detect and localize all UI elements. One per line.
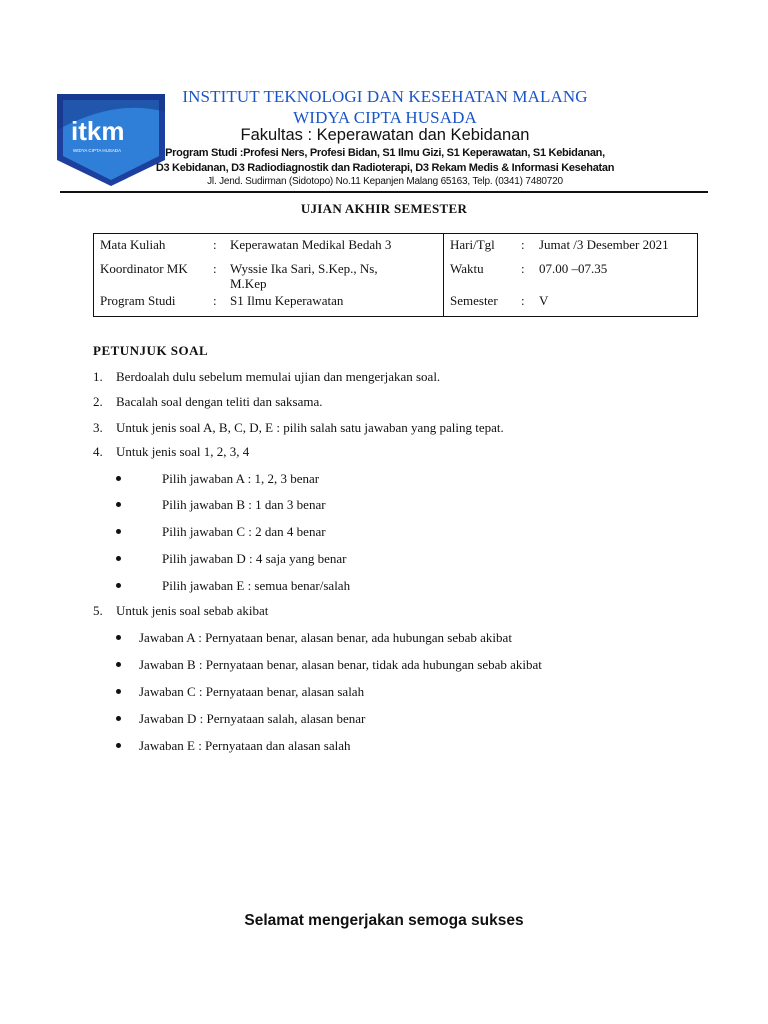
semester-sep: :	[521, 293, 525, 308]
instruction-text: Untuk jenis soal 1, 2, 3, 4	[116, 444, 250, 459]
date-value: Jumat /3 Desember 2021	[539, 237, 669, 252]
bullet-icon	[116, 689, 121, 694]
coordinator-value: Wyssie Ika Sari, S.Kep., Ns, M.Kep	[230, 261, 378, 291]
instruction-number: 5.	[93, 603, 103, 618]
option-text: Pilih jawaban C : 2 dan 4 benar	[162, 524, 326, 539]
info-box-divider	[443, 234, 444, 316]
option-text: Jawaban B : Pernyataan benar, alasan benar, tidak ada hubungan sebab akibat	[139, 657, 542, 672]
programs-line2: D3 Kebidanan, D3 Radiodiagnostik dan Radioterapi, D3 Rekam Medis & Informasi Kesehatan	[155, 162, 615, 174]
course-sep: :	[213, 237, 217, 252]
bullet-icon	[116, 502, 121, 507]
program-value: S1 Ilmu Keperawatan	[230, 293, 344, 308]
bullet-icon	[116, 476, 121, 481]
bullet-icon	[116, 583, 121, 588]
option-text: Pilih jawaban E : semua benar/salah	[162, 578, 351, 593]
date-sep: :	[521, 237, 525, 252]
instruction-text: Untuk jenis soal A, B, C, D, E : pilih salah satu jawaban yang paling tepat.	[116, 420, 504, 435]
institute-name-line2: WIDYA CIPTA HUSADA	[293, 108, 477, 127]
bullet-icon	[116, 635, 121, 640]
coordinator-label: Koordinator MK	[100, 261, 188, 276]
bullet-icon	[116, 743, 121, 748]
instruction-text: Berdoalah dulu sebelum memulai ujian dan mengerjakan soal.	[116, 369, 441, 384]
semester-label: Semester	[450, 293, 498, 308]
header-divider	[60, 191, 708, 193]
date-label: Hari/Tgl	[450, 237, 495, 252]
course-value: Keperawatan Medikal Bedah 3	[230, 237, 392, 252]
time-label: Waktu	[450, 261, 484, 276]
closing-message: Selamat mengerjakan semoga sukses	[244, 912, 524, 929]
institute-name-line1: INSTITUT TEKNOLOGI DAN KESEHATAN MALANG	[182, 87, 588, 106]
exam-info-box	[93, 233, 698, 317]
course-label: Mata Kuliah	[100, 237, 166, 252]
option-text: Jawaban A : Pernyataan benar, alasan benar, ada hubungan sebab akibat	[139, 630, 512, 645]
institute-address: Jl. Jend. Sudirman (Sidotopo) No.11 Kepanjen Malang 65163, Telp. (0341) 7480720	[207, 176, 563, 187]
bullet-icon	[116, 716, 121, 721]
time-value: 07.00 –07.35	[539, 261, 608, 276]
instruction-text: Untuk jenis soal sebab akibat	[116, 603, 269, 618]
exam-title: UJIAN AKHIR SEMESTER	[300, 201, 468, 216]
semester-value: V	[539, 293, 549, 308]
logo-wordmark: itkm	[71, 116, 125, 146]
instruction-number: 3.	[93, 420, 103, 435]
bullet-icon	[116, 556, 121, 561]
instructions-title: PETUNJUK SOAL	[93, 343, 209, 358]
time-sep: :	[521, 261, 525, 276]
option-text: Pilih jawaban B : 1 dan 3 benar	[162, 497, 326, 512]
bullet-icon	[116, 529, 121, 534]
instruction-text: Bacalah soal dengan teliti dan saksama.	[116, 394, 323, 409]
instruction-number: 1.	[93, 369, 103, 384]
instruction-number: 2.	[93, 394, 103, 409]
option-text: Jawaban E : Pernyataan dan alasan salah	[139, 738, 351, 753]
program-label: Program Studi	[100, 293, 176, 308]
option-text: Jawaban D : Pernyataan salah, alasan benar	[139, 711, 366, 726]
instruction-number: 4.	[93, 444, 103, 459]
option-text: Pilih jawaban D : 4 saja yang benar	[162, 551, 347, 566]
coordinator-sep: :	[213, 261, 217, 276]
logo-subtext: WIDYA CIPTA HUSADA	[73, 148, 122, 153]
faculty-name: Fakultas : Keperawatan dan Kebidanan	[240, 126, 530, 144]
program-sep: :	[213, 293, 217, 308]
option-text: Pilih jawaban A : 1, 2, 3 benar	[162, 471, 320, 486]
bullet-icon	[116, 662, 121, 667]
option-text: Jawaban C : Pernyataan benar, alasan salah	[139, 684, 365, 699]
programs-line1: Program Studi :Profesi Ners, Profesi Bidan, S1 Ilmu Gizi, S1 Keperawatan, S1 Kebidanan,	[165, 147, 605, 159]
